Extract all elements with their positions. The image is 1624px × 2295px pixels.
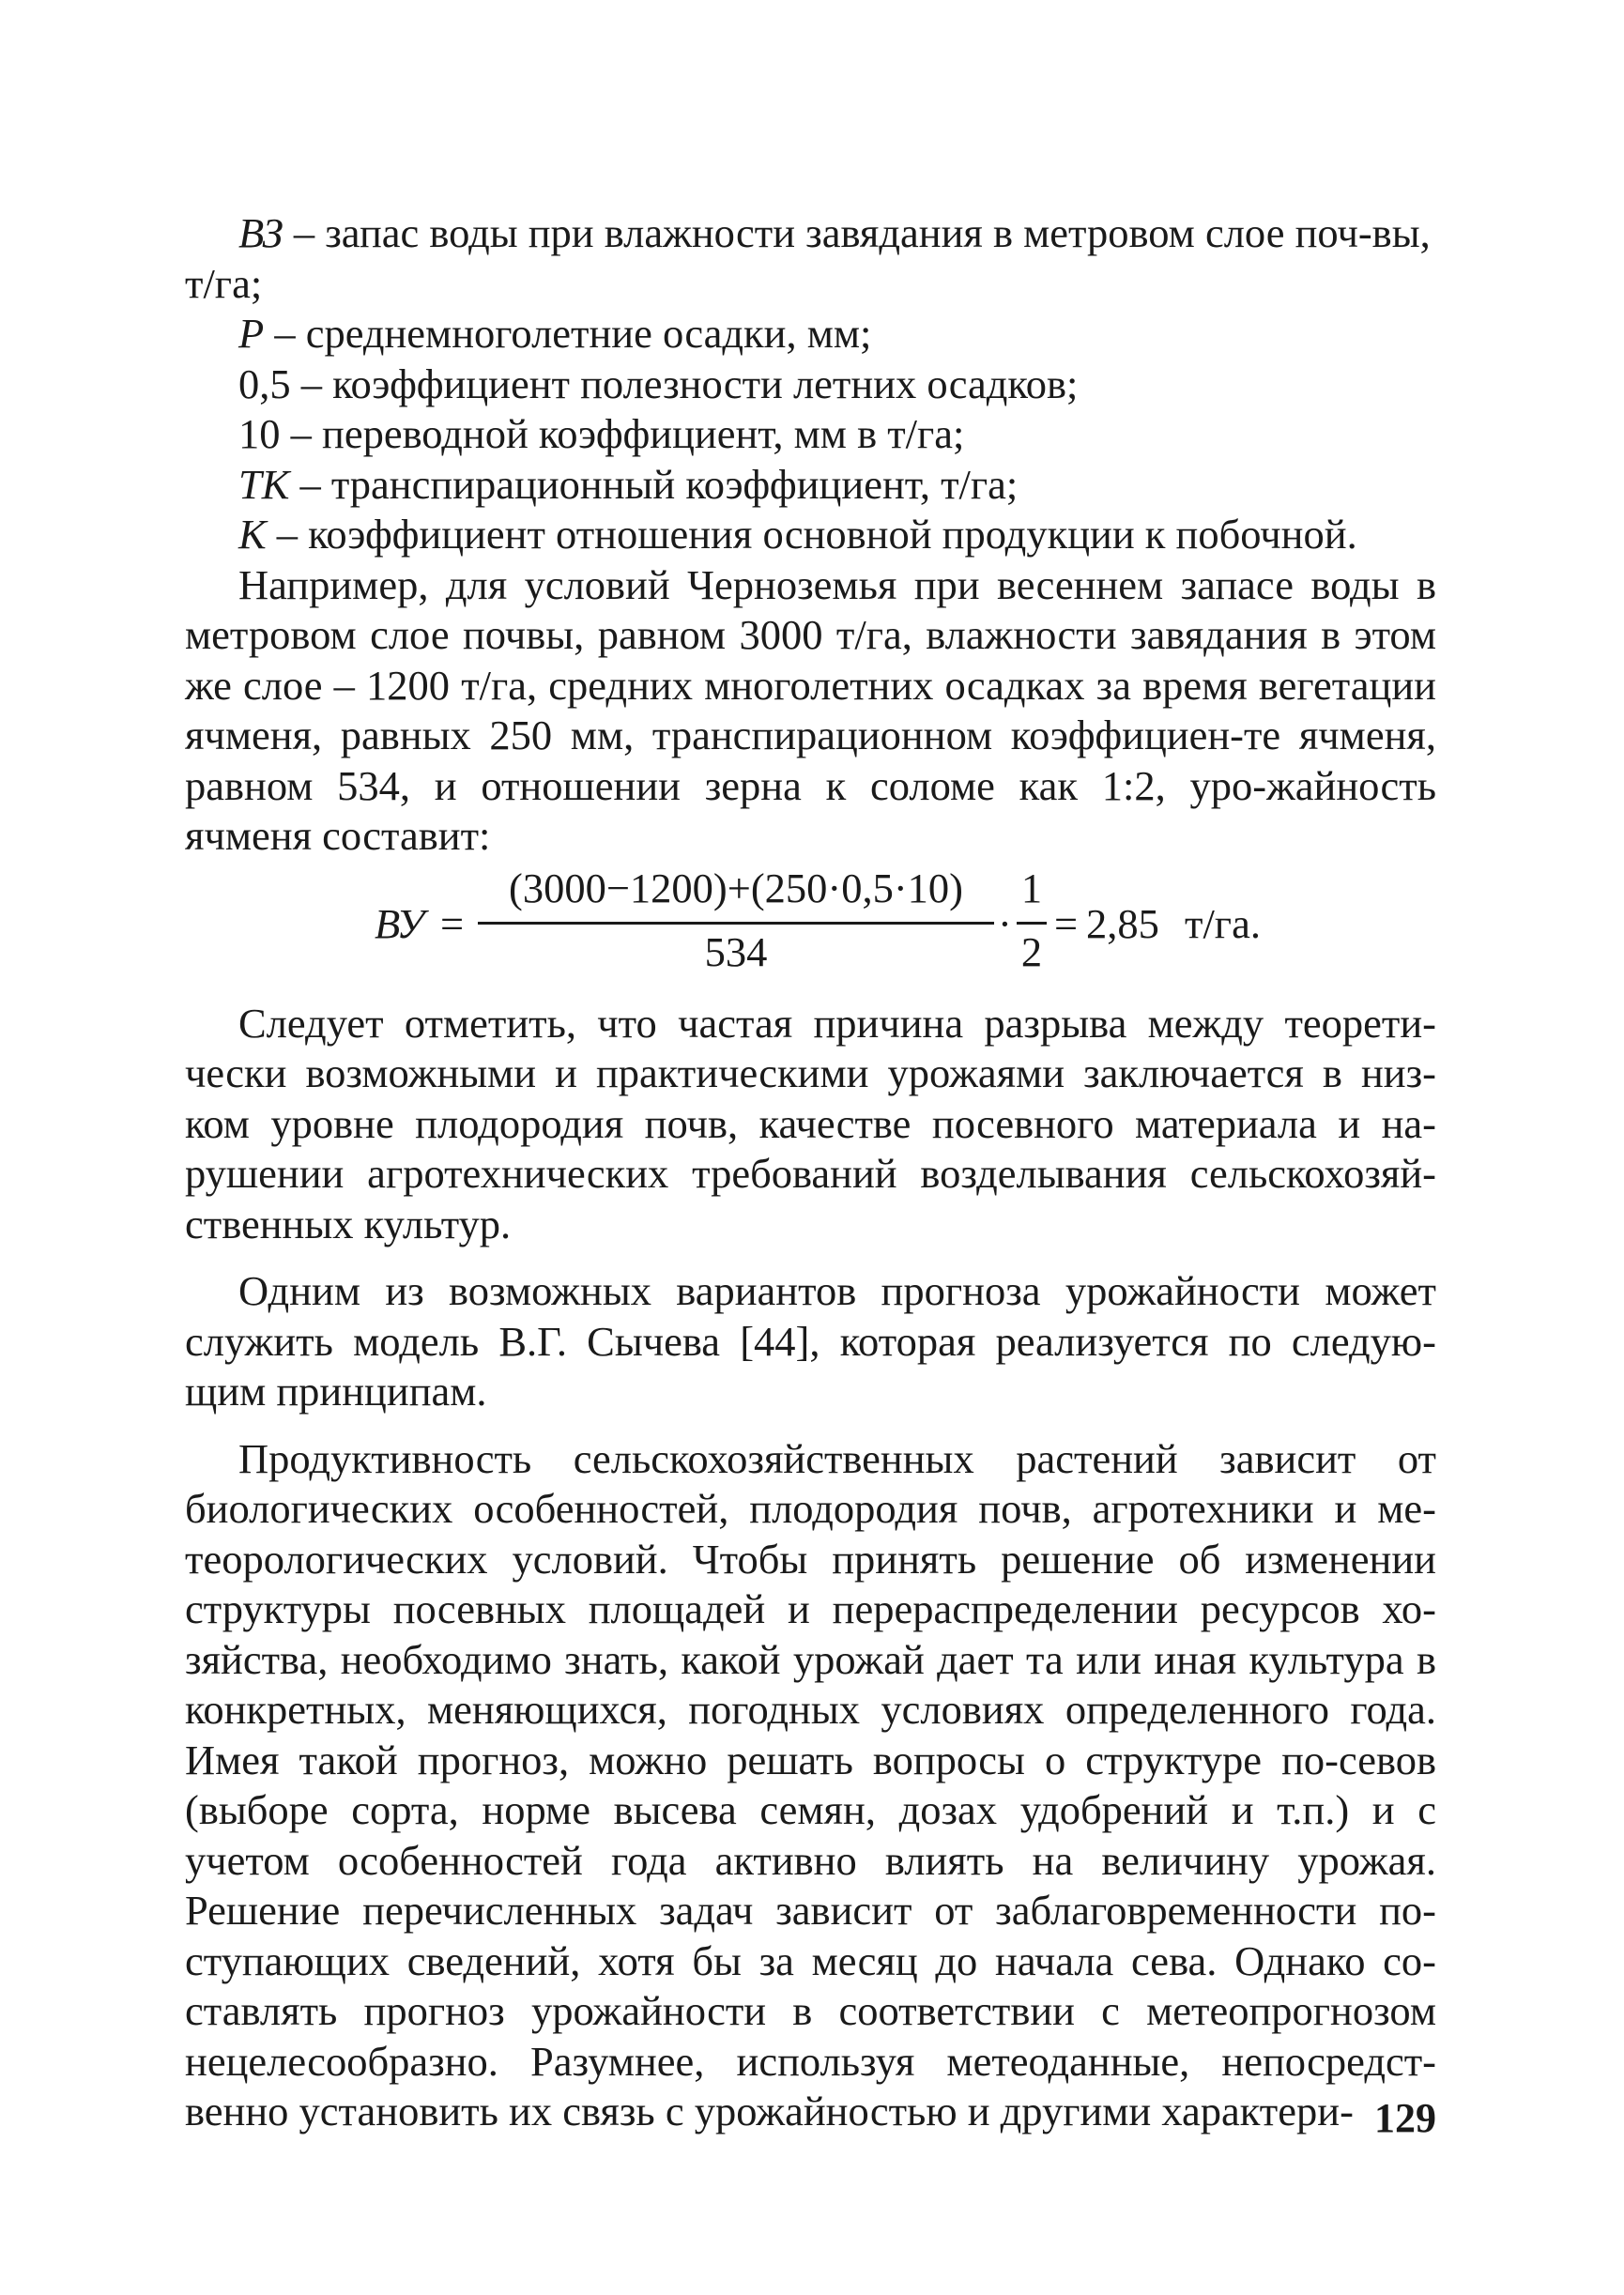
definition-text: – запас воды при влажности завядания в метровом слое поч-вы, т/га; bbox=[185, 209, 1431, 307]
paragraph-example: Например, для условий Черноземья при весеннем запасе воды в метровом слое почвы, равном 3000 т/га, влажности завядания в этом же слое – 1200 т/га, средних многолетних осадках за время вегетации ячменя, равных 250 мм, транспирационном коэффициен-те ячменя, равном 534, и отношении зерна к соломе как 1:2, уро-жайность ячменя составит: bbox=[185, 560, 1436, 859]
formula-ratio-numerator: 1 bbox=[1020, 864, 1043, 911]
definition-variable: Р bbox=[238, 310, 265, 357]
yield-formula bbox=[185, 865, 1436, 984]
definition-tk bbox=[185, 460, 1436, 511]
definition-variable: ТК bbox=[238, 460, 290, 508]
page-number: 129 bbox=[1374, 2095, 1436, 2141]
definition-p bbox=[185, 309, 1436, 360]
definition-variable: К bbox=[238, 511, 267, 558]
definition-0-5 bbox=[185, 360, 1436, 410]
definition-text: – коэффициент отношения основной продукции к побочной. bbox=[266, 511, 1357, 558]
definition-variable: ВЗ bbox=[238, 209, 283, 256]
formula-denominator: 534 bbox=[704, 927, 768, 975]
formula-result: 2,85 bbox=[1086, 899, 1159, 947]
formula-multiply: · bbox=[998, 899, 1012, 947]
paragraph-sychev-model: Одним из возможных вариантов прогноза урожайности может служить модель В.Г. Сычева [44], которая реализуется по следую-щим принципам. bbox=[185, 1267, 1436, 1415]
definition-text: – транспирационный коэффициент, т/га; bbox=[289, 460, 1019, 508]
definition-text: – среднемноголетние осадки, мм; bbox=[264, 310, 872, 357]
definition-vz bbox=[185, 208, 1436, 309]
formula-equals: = bbox=[440, 899, 465, 947]
formula-lhs: ВУ bbox=[375, 899, 425, 947]
definition-text: 0,5 – коэффициент полезности летних осадков; bbox=[238, 360, 1079, 407]
formula-numerator: (3000−1200)+(250·0,5·10) bbox=[509, 864, 963, 911]
paragraph-productivity: Продуктивность сельскохозяйственных растений зависит от биологических особенностей, плодородия почв, агротехники и ме-теорологических условий. Чтобы принять решение об изменении структуры посевных площадей и перераспределении ресурсов хо-зяйства, необходимо знать, какой урожай дает та или иная культура в конкретных, меняющихся, погодных условиях определенного года. Имея такой прогноз, можно решать вопросы о структуре по-севов (выборе сорта, норме высева семян, дозах удобрений и т.п.) и с учетом особенностей года активно влиять на величину урожая. Решение перечисленных задач зависит от заблаговременности по-ступающих сведений, хотя бы за месяц до начала сева. Однако со-ставлять прогноз урожайности в соответствии с метеопрогнозом нецелесообразно. Разумнее, используя метеоданные, непосредст-венно установить их связь с урожайностью и другими характери- bbox=[185, 1434, 1436, 2134]
formula-ratio-denominator: 2 bbox=[1020, 927, 1043, 975]
formula-unit: т/га. bbox=[1185, 899, 1261, 947]
page-body bbox=[185, 208, 1436, 2137]
definition-text: 10 – переводной коэффициент, мм в т/га; bbox=[238, 410, 965, 457]
formula-equals-result: = bbox=[1054, 899, 1079, 947]
definition-k bbox=[185, 510, 1436, 560]
paragraph-yield-gap: Следует отметить, что частая причина разрыва между теорети-чески возможными и практическими урожаями заключается в низ-ком уровне плодородия почв, качестве посевного материала и на-рушении агротехнических требований возделывания сельскохозяй-ственных культур. bbox=[185, 999, 1436, 1247]
formula-ratio-bar bbox=[1017, 922, 1047, 925]
definition-10 bbox=[185, 409, 1436, 460]
formula-fraction-bar bbox=[478, 922, 994, 925]
